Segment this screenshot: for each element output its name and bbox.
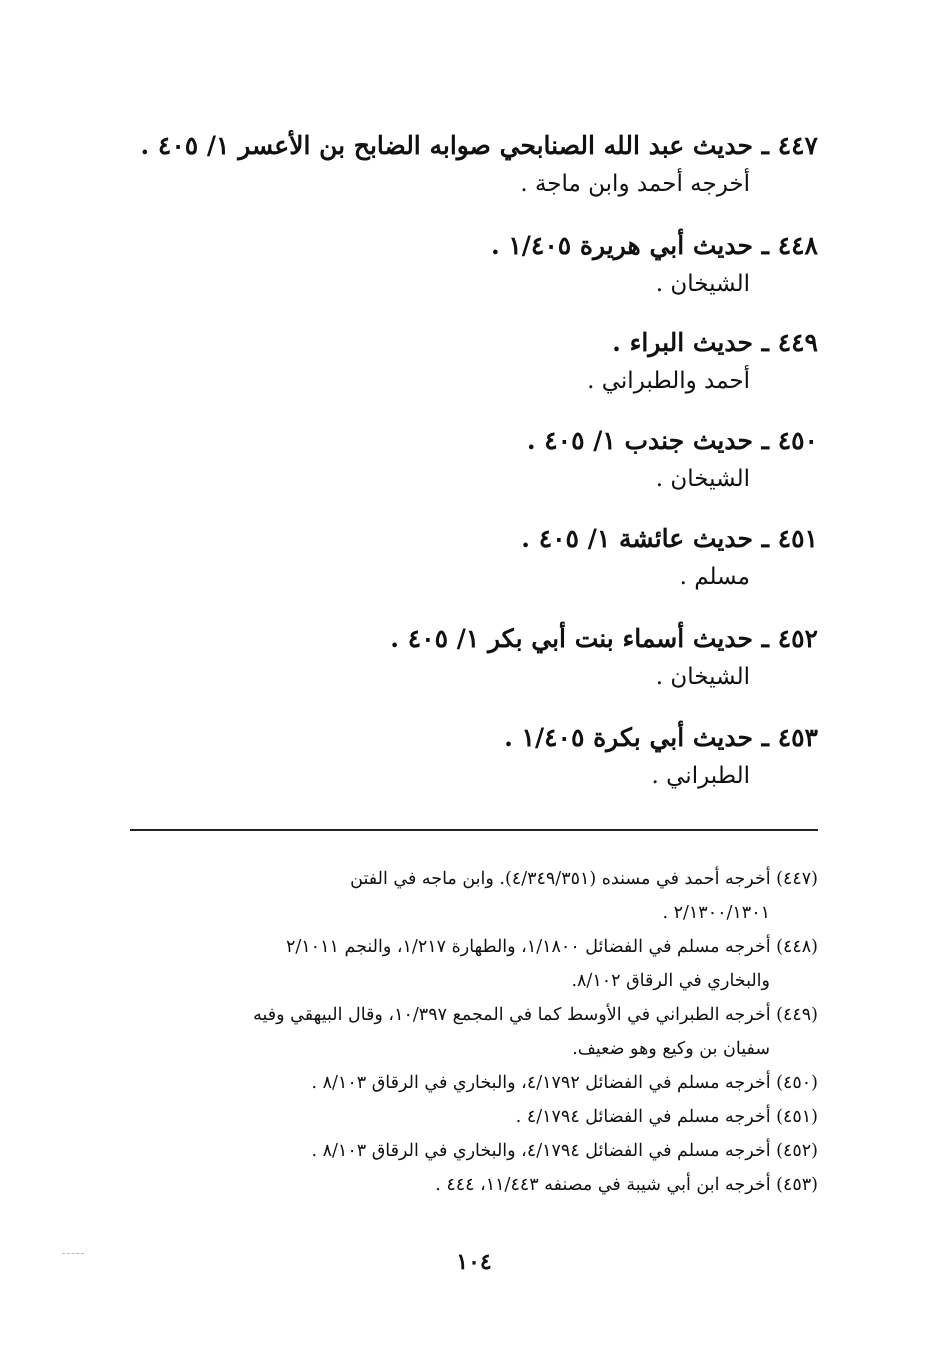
footnote-451 <box>118 1100 818 1134</box>
entry-source: مسلم . <box>679 564 750 590</box>
entry-heading: ٤٥٣ ـ حديث أبي بكرة ١/٤٠٥ . <box>504 723 818 752</box>
entry-heading: ٤٤٨ ـ حديث أبي هريرة ١/٤٠٥ . <box>490 231 818 260</box>
footnote-text: (٤٥٠) أخرجه مسلم في الفضائل ٤/١٧٩٢، والبخاري في الرقاق ٨/١٠٣ . <box>311 1073 818 1093</box>
entry-heading: ٤٥١ ـ حديث عائشة ١/ ٤٠٥ . <box>521 524 818 553</box>
scan-mark <box>62 1253 84 1254</box>
hadith-entry-453 <box>504 722 818 792</box>
footnote-text: (٤٥١) أخرجه مسلم في الفضائل ٤/١٧٩٤ . <box>515 1107 818 1127</box>
entry-source: الشيخان . <box>655 271 750 297</box>
footnote-448 <box>118 930 818 998</box>
hadith-entry-448 <box>491 230 818 300</box>
footnotes-section <box>118 862 818 1202</box>
footnote-text: (٤٤٧) أخرجه أحمد في مسنده (٤/٣٤٩/٣٥١). وابن ماجه في الفتن <box>350 869 818 889</box>
entry-heading: ٤٥٠ ـ حديث جندب ١/ ٤٠٥ . <box>526 426 818 455</box>
footnote-449 <box>118 998 818 1066</box>
footnote-453 <box>118 1168 818 1202</box>
footnote-divider <box>130 829 818 831</box>
footnote-text: (٤٥٣) أخرجه ابن أبي شيبة في مصنفه ١١/٤٤٣، ٤٤٤ . <box>435 1175 818 1195</box>
footnote-text: (٤٤٩) أخرجه الطبراني في الأوسط كما في المجمع ١٠/٣٩٧، وقال البيهقي وفيه <box>253 1005 818 1025</box>
footnote-452 <box>118 1134 818 1168</box>
footnote-447 <box>118 862 818 930</box>
footnote-continuation: ٢/١٣٠٠/١٣٠١ . <box>662 903 770 923</box>
hadith-entry-449 <box>587 327 818 397</box>
hadith-entry-450 <box>527 425 818 495</box>
hadith-entry-447 <box>140 130 818 200</box>
entry-source: الشيخان . <box>655 466 750 492</box>
footnote-text: (٤٤٨) أخرجه مسلم في الفضائل ١/١٨٠٠، والطهارة ١/٢١٧، والنجم ٢/١٠١١ <box>285 937 818 957</box>
hadith-entry-451 <box>521 523 818 593</box>
footnote-continuation: سفيان بن وكيع وهو ضعيف. <box>572 1039 770 1059</box>
entry-heading: ٤٤٩ ـ حديث البراء . <box>612 328 818 357</box>
hadith-entry-452 <box>390 623 818 693</box>
entry-source: الطبراني . <box>651 763 750 789</box>
page-number: ١٠٤ <box>456 1249 492 1275</box>
entry-source: أحمد والطبراني . <box>587 368 750 394</box>
entry-heading: ٤٥٢ ـ حديث أسماء بنت أبي بكر ١/ ٤٠٥ . <box>390 624 818 653</box>
entry-heading: ٤٤٧ ـ حديث عبد الله الصنابحي صوابه الضابح بن الأعسر ١/ ٤٠٥ . <box>140 131 818 160</box>
entry-source: أخرجه أحمد وابن ماجة . <box>520 171 750 197</box>
footnote-continuation: والبخاري في الرقاق ٨/١٠٢. <box>571 971 770 991</box>
entry-source: الشيخان . <box>655 664 750 690</box>
footnote-text: (٤٥٢) أخرجه مسلم في الفضائل ٤/١٧٩٤، والبخاري في الرقاق ٨/١٠٣ . <box>311 1141 818 1161</box>
footnote-450 <box>118 1066 818 1100</box>
